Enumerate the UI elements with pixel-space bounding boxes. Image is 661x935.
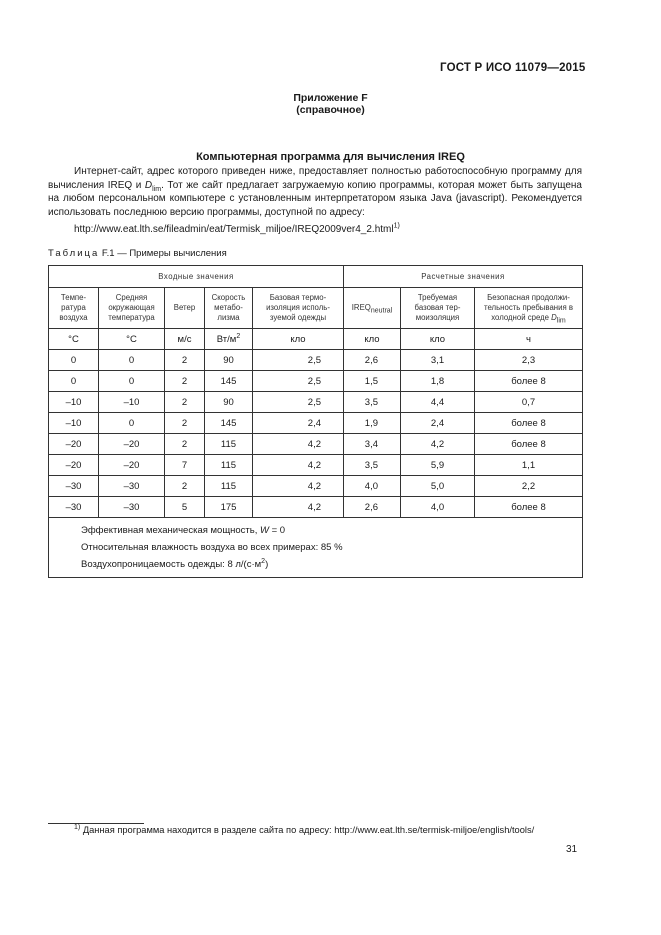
unit-env-temp: °С bbox=[99, 329, 165, 350]
table-cell: 0 bbox=[99, 371, 165, 392]
note-perm-prefix: Воздухопроницаемость одежды: 8 л/(с·м bbox=[81, 559, 262, 570]
table-cell: 0 bbox=[49, 350, 99, 371]
table-cell: 2,4 bbox=[253, 413, 344, 434]
table-cell: 4,2 bbox=[253, 434, 344, 455]
table-row bbox=[49, 350, 583, 371]
table-cell: 2 bbox=[165, 434, 205, 455]
table-cell: 115 bbox=[205, 455, 253, 476]
table-cell: 0 bbox=[49, 371, 99, 392]
table-cell: –30 bbox=[49, 476, 99, 497]
unit-required-insulation: кло bbox=[401, 329, 475, 350]
table-cell: 145 bbox=[205, 371, 253, 392]
table-cell: 2,5 bbox=[253, 350, 344, 371]
table-caption-label: Таблица bbox=[48, 248, 100, 259]
table-cell: 4,2 bbox=[401, 434, 475, 455]
table-cell: 90 bbox=[205, 392, 253, 413]
table-cell: 2,4 bbox=[401, 413, 475, 434]
unit-air-temp: °С bbox=[49, 329, 99, 350]
section-title: Компьютерная программа для вычисления IREQ bbox=[196, 151, 465, 163]
table-cell: 3,1 bbox=[401, 350, 475, 371]
col-wind: Ветер bbox=[165, 288, 205, 329]
annex-title: Приложение F bbox=[293, 92, 368, 104]
table-cell: 7 bbox=[165, 455, 205, 476]
group-input-header: Входные значения bbox=[49, 266, 344, 288]
unit-safe-duration: ч bbox=[475, 329, 583, 350]
col-required-insulation: Требуемая базовая тер-моизоляция bbox=[401, 288, 475, 329]
table-cell: 0,7 bbox=[475, 392, 583, 413]
units-row bbox=[49, 329, 583, 350]
intro-paragraph bbox=[48, 165, 582, 219]
table-cell: –30 bbox=[99, 476, 165, 497]
paragraph-part2: . Тот же сайт предлагает загружаемую копию программы, которая может быть запущена на любом персональном компьютере с установленным интерпретатором языка Java (javascript). Рекомендуется использовать последнюю версию программы, доступной по адресу: bbox=[48, 179, 582, 218]
table-cell: 4,4 bbox=[401, 392, 475, 413]
table-cell: –20 bbox=[99, 434, 165, 455]
footnote-marker: 1) bbox=[74, 823, 81, 831]
table-cell: более 8 bbox=[475, 371, 583, 392]
table-cell: 2 bbox=[165, 476, 205, 497]
notes-row bbox=[49, 518, 583, 578]
col-air-temp: Темпе-ратура воздуха bbox=[49, 288, 99, 329]
table-cell: более 8 bbox=[475, 434, 583, 455]
standard-designation: ГОСТ Р ИСО 11079—2015 bbox=[440, 62, 586, 74]
table-cell: 1,1 bbox=[475, 455, 583, 476]
page-number: 31 bbox=[566, 844, 578, 855]
note-mech-var: W bbox=[260, 525, 269, 536]
table-cell: 5,0 bbox=[401, 476, 475, 497]
table-cell: 4,0 bbox=[401, 497, 475, 518]
table-cell: 2 bbox=[165, 350, 205, 371]
table-cell: 2 bbox=[165, 371, 205, 392]
dlim-symbol: D bbox=[144, 179, 153, 191]
dlim-subscript: lim bbox=[152, 185, 162, 193]
unit-metab bbox=[205, 329, 253, 350]
table-cell: –20 bbox=[49, 455, 99, 476]
table-cell: 1,9 bbox=[344, 413, 401, 434]
paragraph-part1: Интернет-сайт, адрес которого приведен ниже, предоставляет полностью работоспособную программу для вычисления IREQ и bbox=[48, 166, 582, 191]
table-cell: 175 bbox=[205, 497, 253, 518]
table-body bbox=[49, 350, 583, 518]
table-cell: –10 bbox=[49, 392, 99, 413]
table-cell: 5 bbox=[165, 497, 205, 518]
table-cell: 1,8 bbox=[401, 371, 475, 392]
footnote-ref[interactable]: 1) bbox=[393, 222, 400, 230]
col-base-insulation: Базовая термо-изоляция исполь-зуемой одежды bbox=[253, 288, 344, 329]
note-perm-suffix: ) bbox=[265, 559, 269, 570]
note-mech-suffix: = 0 bbox=[268, 525, 286, 536]
table-caption-text: F.1 — Примеры вычисления bbox=[99, 248, 227, 259]
table-cell: 3,5 bbox=[344, 455, 401, 476]
table-cell: 2,5 bbox=[253, 371, 344, 392]
table-cell: 3,5 bbox=[344, 392, 401, 413]
unit-base-insulation: кло bbox=[253, 329, 344, 350]
table-cell: более 8 bbox=[475, 413, 583, 434]
unit-ireq: кло bbox=[344, 329, 401, 350]
note-mech-prefix: Эффективная механическая мощность, bbox=[81, 525, 261, 536]
col-ireq-neutral bbox=[344, 288, 401, 329]
safe-duration-d: D bbox=[551, 313, 557, 322]
table-cell: 2 bbox=[165, 392, 205, 413]
program-url[interactable]: http://www.eat.lth.se/fileadmin/eat/Termisk_miljoe/IREQ2009ver4_2.html bbox=[74, 224, 394, 235]
table-cell: 5,9 bbox=[401, 455, 475, 476]
table-cell: 2,6 bbox=[344, 497, 401, 518]
calculation-examples-table bbox=[48, 265, 583, 578]
table-cell: 4,2 bbox=[253, 476, 344, 497]
program-url-line bbox=[74, 224, 400, 235]
table-cell: –10 bbox=[49, 413, 99, 434]
table-cell: 3,4 bbox=[344, 434, 401, 455]
group-calc-header: Расчетные значения bbox=[344, 266, 583, 288]
table-cell: более 8 bbox=[475, 497, 583, 518]
table-row bbox=[49, 476, 583, 497]
col-metab: Скорость метабо-лизма bbox=[205, 288, 253, 329]
ireq-label: IREQ bbox=[351, 303, 371, 312]
ireq-subscript: neutral bbox=[370, 307, 393, 315]
table-cell: 4,0 bbox=[344, 476, 401, 497]
table-cell: 1,5 bbox=[344, 371, 401, 392]
unit-metab-sup: 2 bbox=[236, 332, 241, 340]
table-cell: 4,2 bbox=[253, 455, 344, 476]
table-cell: –20 bbox=[49, 434, 99, 455]
col-safe-duration bbox=[475, 288, 583, 329]
column-header-row bbox=[49, 288, 583, 329]
table-cell: 145 bbox=[205, 413, 253, 434]
footnote-separator bbox=[48, 823, 144, 824]
safe-duration-subscript: lim bbox=[556, 317, 566, 325]
table-cell: 4,2 bbox=[253, 497, 344, 518]
table-row bbox=[49, 371, 583, 392]
table-row bbox=[49, 455, 583, 476]
table-cell: 2 bbox=[165, 413, 205, 434]
table-cell: 90 bbox=[205, 350, 253, 371]
table-row bbox=[49, 413, 583, 434]
table-cell: 115 bbox=[205, 476, 253, 497]
unit-wind: м/с bbox=[165, 329, 205, 350]
table-cell: –30 bbox=[49, 497, 99, 518]
table-cell: –30 bbox=[99, 497, 165, 518]
table-cell: 115 bbox=[205, 434, 253, 455]
footnote bbox=[74, 825, 534, 835]
table-cell: 2,3 bbox=[475, 350, 583, 371]
annex-subtitle: (справочное) bbox=[296, 104, 365, 116]
table-notes bbox=[49, 518, 583, 578]
table-cell: –20 bbox=[99, 455, 165, 476]
table-cell: 0 bbox=[99, 413, 165, 434]
table-cell: 2,5 bbox=[253, 392, 344, 413]
table-cell: 2,6 bbox=[344, 350, 401, 371]
footnote-text: Данная программа находится в разделе сайта по адресу: http://www.eat.lth.se/termisk-miljoe/english/tools/ bbox=[80, 825, 535, 835]
col-env-temp: Средняя окружающая температура bbox=[99, 288, 165, 329]
note-humidity: Относительная влажность воздуха во всех примерах: 85 % bbox=[81, 542, 343, 553]
safe-duration-label: Безопасная продолжи-тельность пребывания в холодной среде bbox=[484, 293, 573, 322]
group-header-row bbox=[49, 266, 583, 288]
table-cell: –10 bbox=[99, 392, 165, 413]
note-permeability bbox=[81, 556, 582, 573]
unit-metab-base: Вт/м bbox=[216, 333, 237, 345]
table-row bbox=[49, 434, 583, 455]
table-caption bbox=[48, 248, 227, 259]
note-mechanical-power bbox=[81, 522, 582, 539]
note-perm-sup: 2 bbox=[261, 557, 266, 565]
table-cell: 0 bbox=[99, 350, 165, 371]
table-row bbox=[49, 497, 583, 518]
table-row bbox=[49, 392, 583, 413]
table-cell: 2,2 bbox=[475, 476, 583, 497]
